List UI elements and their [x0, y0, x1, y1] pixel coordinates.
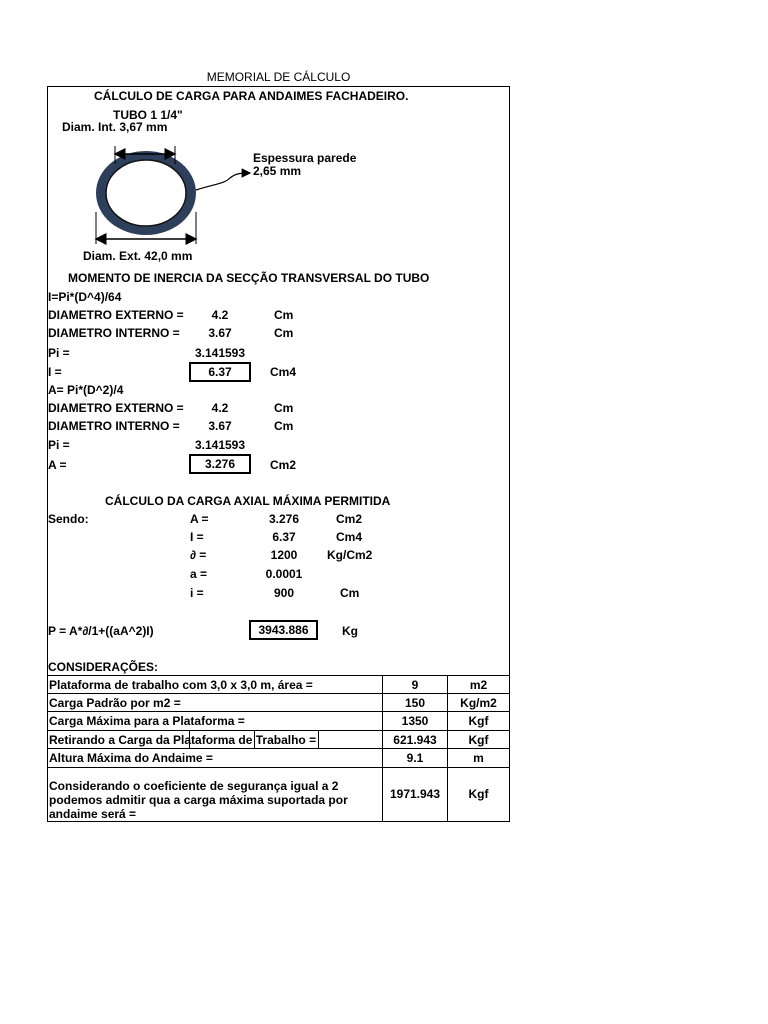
axial-row-value: 0.0001 — [265, 567, 303, 581]
inertia-result-unit: Cm4 — [270, 365, 297, 379]
inertia-result-label: I = — [48, 365, 62, 379]
tube-name: TUBO 1 1/4" — [113, 108, 183, 122]
area-row-value: 3.67 — [208, 419, 232, 433]
axial-row-value: 3.276 — [268, 512, 300, 526]
final-conclusion-label: Considerando o coeficiente de segurança igual a 2 podemos admitir qua a carga máxima suportada por andaime será = — [49, 779, 348, 821]
table-row-unit: m — [473, 751, 484, 765]
inertia-row-value: 3.67 — [208, 326, 232, 340]
table-rule — [47, 767, 510, 768]
table-rule — [47, 730, 510, 731]
area-formula: A= Pi*(D^2)/4 — [48, 383, 124, 397]
inertia-row-unit: Cm — [274, 326, 294, 340]
inertia-row-value: 3.141593 — [194, 346, 246, 360]
p-result-unit: Kg — [342, 624, 358, 638]
inertia-result-box: 6.37 — [189, 362, 251, 382]
document-title: MEMORIAL DE CÁLCULO — [206, 70, 351, 84]
axial-row-value: 6.37 — [272, 530, 296, 544]
axial-heading: CÁLCULO DA CARGA AXIAL MÁXIMA PERMITIDA — [105, 494, 391, 508]
wall-thickness-value: 2,65 mm — [253, 164, 302, 178]
axial-row-unit: Cm — [340, 586, 360, 600]
axial-row-value: 900 — [273, 586, 295, 600]
tube-diam-int: Diam. Int. 3,67 mm — [62, 120, 168, 134]
inertia-row-unit: Cm — [274, 308, 294, 322]
wall-thickness-label: Espessura parede — [253, 151, 357, 165]
table-row-value: 9.1 — [406, 751, 424, 765]
area-result-unit: Cm2 — [270, 458, 297, 472]
table-row-unit: m2 — [469, 678, 488, 692]
table-rule — [47, 748, 510, 749]
inertia-row-label: DIAMETRO INTERNO = — [48, 326, 180, 340]
area-row-label: DIAMETRO EXTERNO = — [48, 401, 184, 415]
table-row-label: Carga Padrão por m2 = — [49, 696, 181, 710]
p-result-box: 3943.886 — [249, 620, 318, 640]
tube-cross-section-diagram — [84, 140, 264, 250]
tube-inner-bore — [106, 160, 186, 226]
area-row-unit: Cm — [274, 419, 294, 433]
table-row-unit: Kg/m2 — [460, 696, 497, 710]
inertia-formula: I=Pi*(D^4)/64 — [48, 290, 122, 304]
axial-row-unit: Kg/Cm2 — [327, 548, 373, 562]
table-row-value: 9 — [411, 678, 419, 692]
p-formula: P = A*∂/1+((aA^2)I) — [48, 624, 154, 638]
axial-row-unit: Cm4 — [336, 530, 363, 544]
table-row-value: 621.943 — [393, 733, 437, 747]
axial-row-label: ∂ = — [190, 548, 207, 562]
axial-row-label: I = — [190, 530, 204, 544]
table-row-label: Altura Máxima do Andaime = — [49, 751, 213, 765]
axial-row-unit: Cm2 — [336, 512, 363, 526]
inertia-row-label: DIAMETRO EXTERNO = — [48, 308, 184, 322]
area-result-box: 3.276 — [189, 454, 251, 474]
axial-row-label: a = — [190, 567, 208, 581]
table-rule — [47, 693, 510, 694]
wall-thickness-leader — [196, 173, 250, 190]
table-row-value: 150 — [404, 696, 426, 710]
table-row-label: Retirando a Carga da Plataforma de Trabalho = — [49, 733, 317, 747]
axial-sendo: Sendo: — [48, 512, 89, 526]
tube-diam-ext: Diam. Ext. 42,0 mm — [83, 249, 193, 263]
area-row-label: DIAMETRO INTERNO = — [48, 419, 180, 433]
axial-row-label: i = — [190, 586, 204, 600]
area-row-value: 4.2 — [211, 401, 229, 415]
table-row-unit: Kgf — [468, 733, 489, 747]
area-row-value: 3.141593 — [194, 438, 246, 452]
axial-row-label: A = — [190, 512, 209, 526]
area-row-unit: Cm — [274, 401, 294, 415]
table-rule — [47, 675, 510, 676]
considerations-heading: CONSIDERAÇÕES: — [48, 660, 159, 674]
inertia-row-label: Pi = — [48, 346, 70, 360]
final-conclusion-value: 1971.943 — [389, 787, 441, 801]
table-row-label: Plataforma de trabalho com 3,0 x 3,0 m, área = — [49, 678, 313, 692]
table-row-label: Carga Máxima para a Plataforma = — [49, 714, 245, 728]
inertia-heading: MOMENTO DE INERCIA DA SECÇÃO TRANSVERSAL DO TUBO — [68, 271, 430, 285]
table-row-value: 1350 — [401, 714, 429, 728]
inertia-row-value: 4.2 — [211, 308, 229, 322]
area-result-label: A = — [48, 458, 67, 472]
table-stray-rule — [318, 731, 319, 748]
final-conclusion-unit: Kgf — [468, 787, 489, 801]
axial-row-value: 1200 — [270, 548, 298, 562]
area-row-label: Pi = — [48, 438, 70, 452]
document-subtitle: CÁLCULO DE CARGA PARA ANDAIMES FACHADEIRO. — [94, 89, 409, 103]
table-rule — [47, 711, 510, 712]
table-row-unit: Kgf — [468, 714, 489, 728]
